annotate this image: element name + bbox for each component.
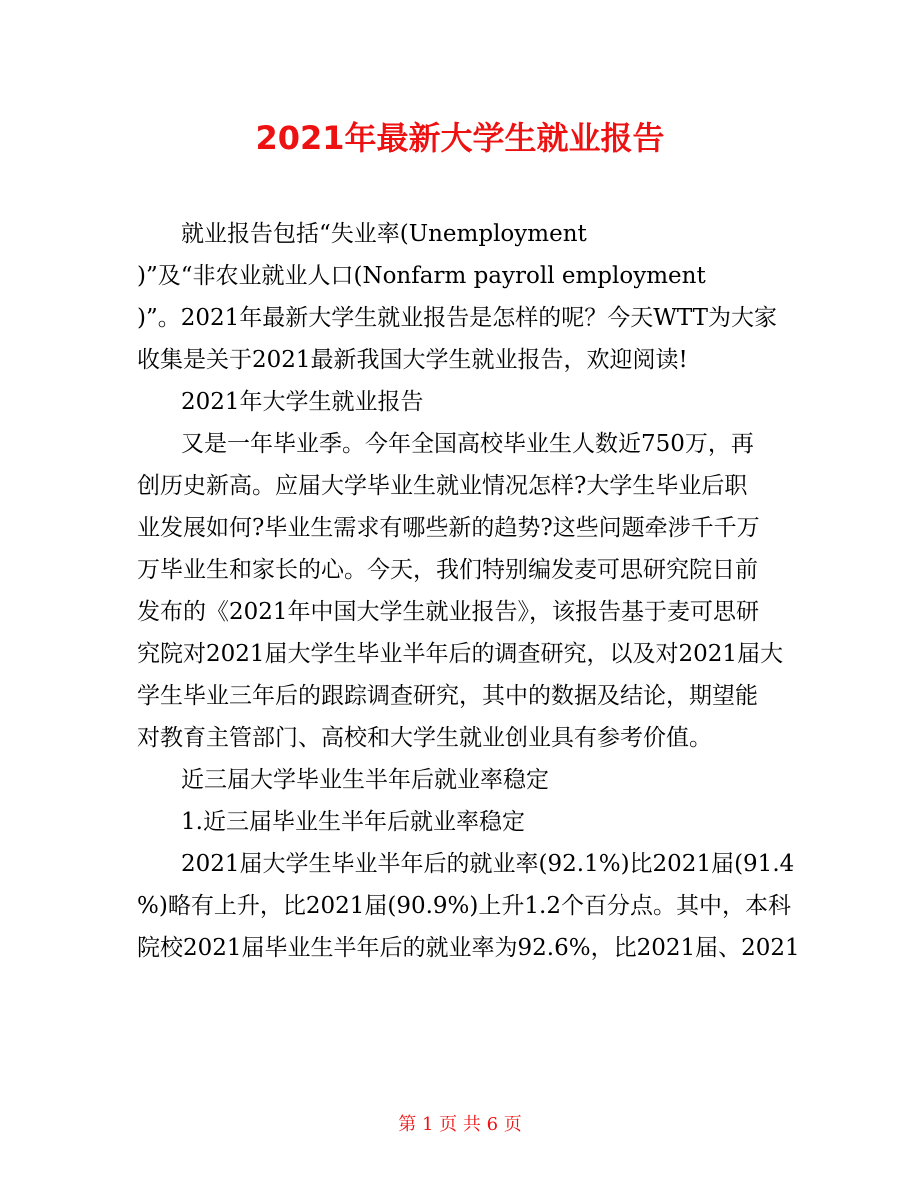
document-body <box>137 213 800 969</box>
body-line: 收集是关于2021最新我国大学生就业报告，欢迎阅读! <box>137 347 688 373</box>
subsection-heading: 1.近三届毕业生半年后就业率稳定 <box>181 809 525 835</box>
body-line: )”。2021年最新大学生就业报告是怎样的呢？今天WTT为大家 <box>137 305 778 331</box>
body-line: 2021届大学生毕业半年后的就业率(92.1%)比2021届(91.4 <box>181 851 795 877</box>
body-line: 万毕业生和家长的心。今天，我们特别编发麦可思研究院日前 <box>137 557 758 583</box>
body-line: 发布的《2021年中国大学生就业报告》，该报告基于麦可思研 <box>137 599 760 625</box>
body-line: 又是一年毕业季。今年全国高校毕业生人数近750万，再 <box>181 431 754 457</box>
body-line: )”及“非农业就业人口(Nonfarm payroll employment <box>137 263 706 289</box>
body-line: 究院对2021届大学生毕业半年后的调查研究，以及对2021届大 <box>137 641 784 667</box>
page-title: 2021年最新大学生就业报告 <box>255 119 665 157</box>
body-line: 业发展如何?毕业生需求有哪些新的趋势?这些问题牵涉千千万 <box>137 515 760 541</box>
body-line: 院校2021届毕业生半年后的就业率为92.6%，比2021届、2021 <box>137 935 800 961</box>
section-heading: 近三届大学毕业生半年后就业率稳定 <box>181 767 549 793</box>
body-line: 对教育主管部门、高校和大学生就业创业具有参考价值。 <box>137 725 712 751</box>
body-line: %)略有上升，比2021届(90.9%)上升1.2个百分点。其中，本科 <box>137 893 791 919</box>
body-line: 就业报告包括“失业率(Unemployment <box>181 221 587 247</box>
section-heading: 2021年大学生就业报告 <box>181 389 424 415</box>
body-line: 创历史新高。应届大学毕业生就业情况怎样?大学生毕业后职 <box>137 473 748 499</box>
body-line: 学生毕业三年后的跟踪调查研究，其中的数据及结论，期望能 <box>137 683 758 709</box>
page-number-footer: 第 1 页 共 6 页 <box>398 1114 522 1135</box>
